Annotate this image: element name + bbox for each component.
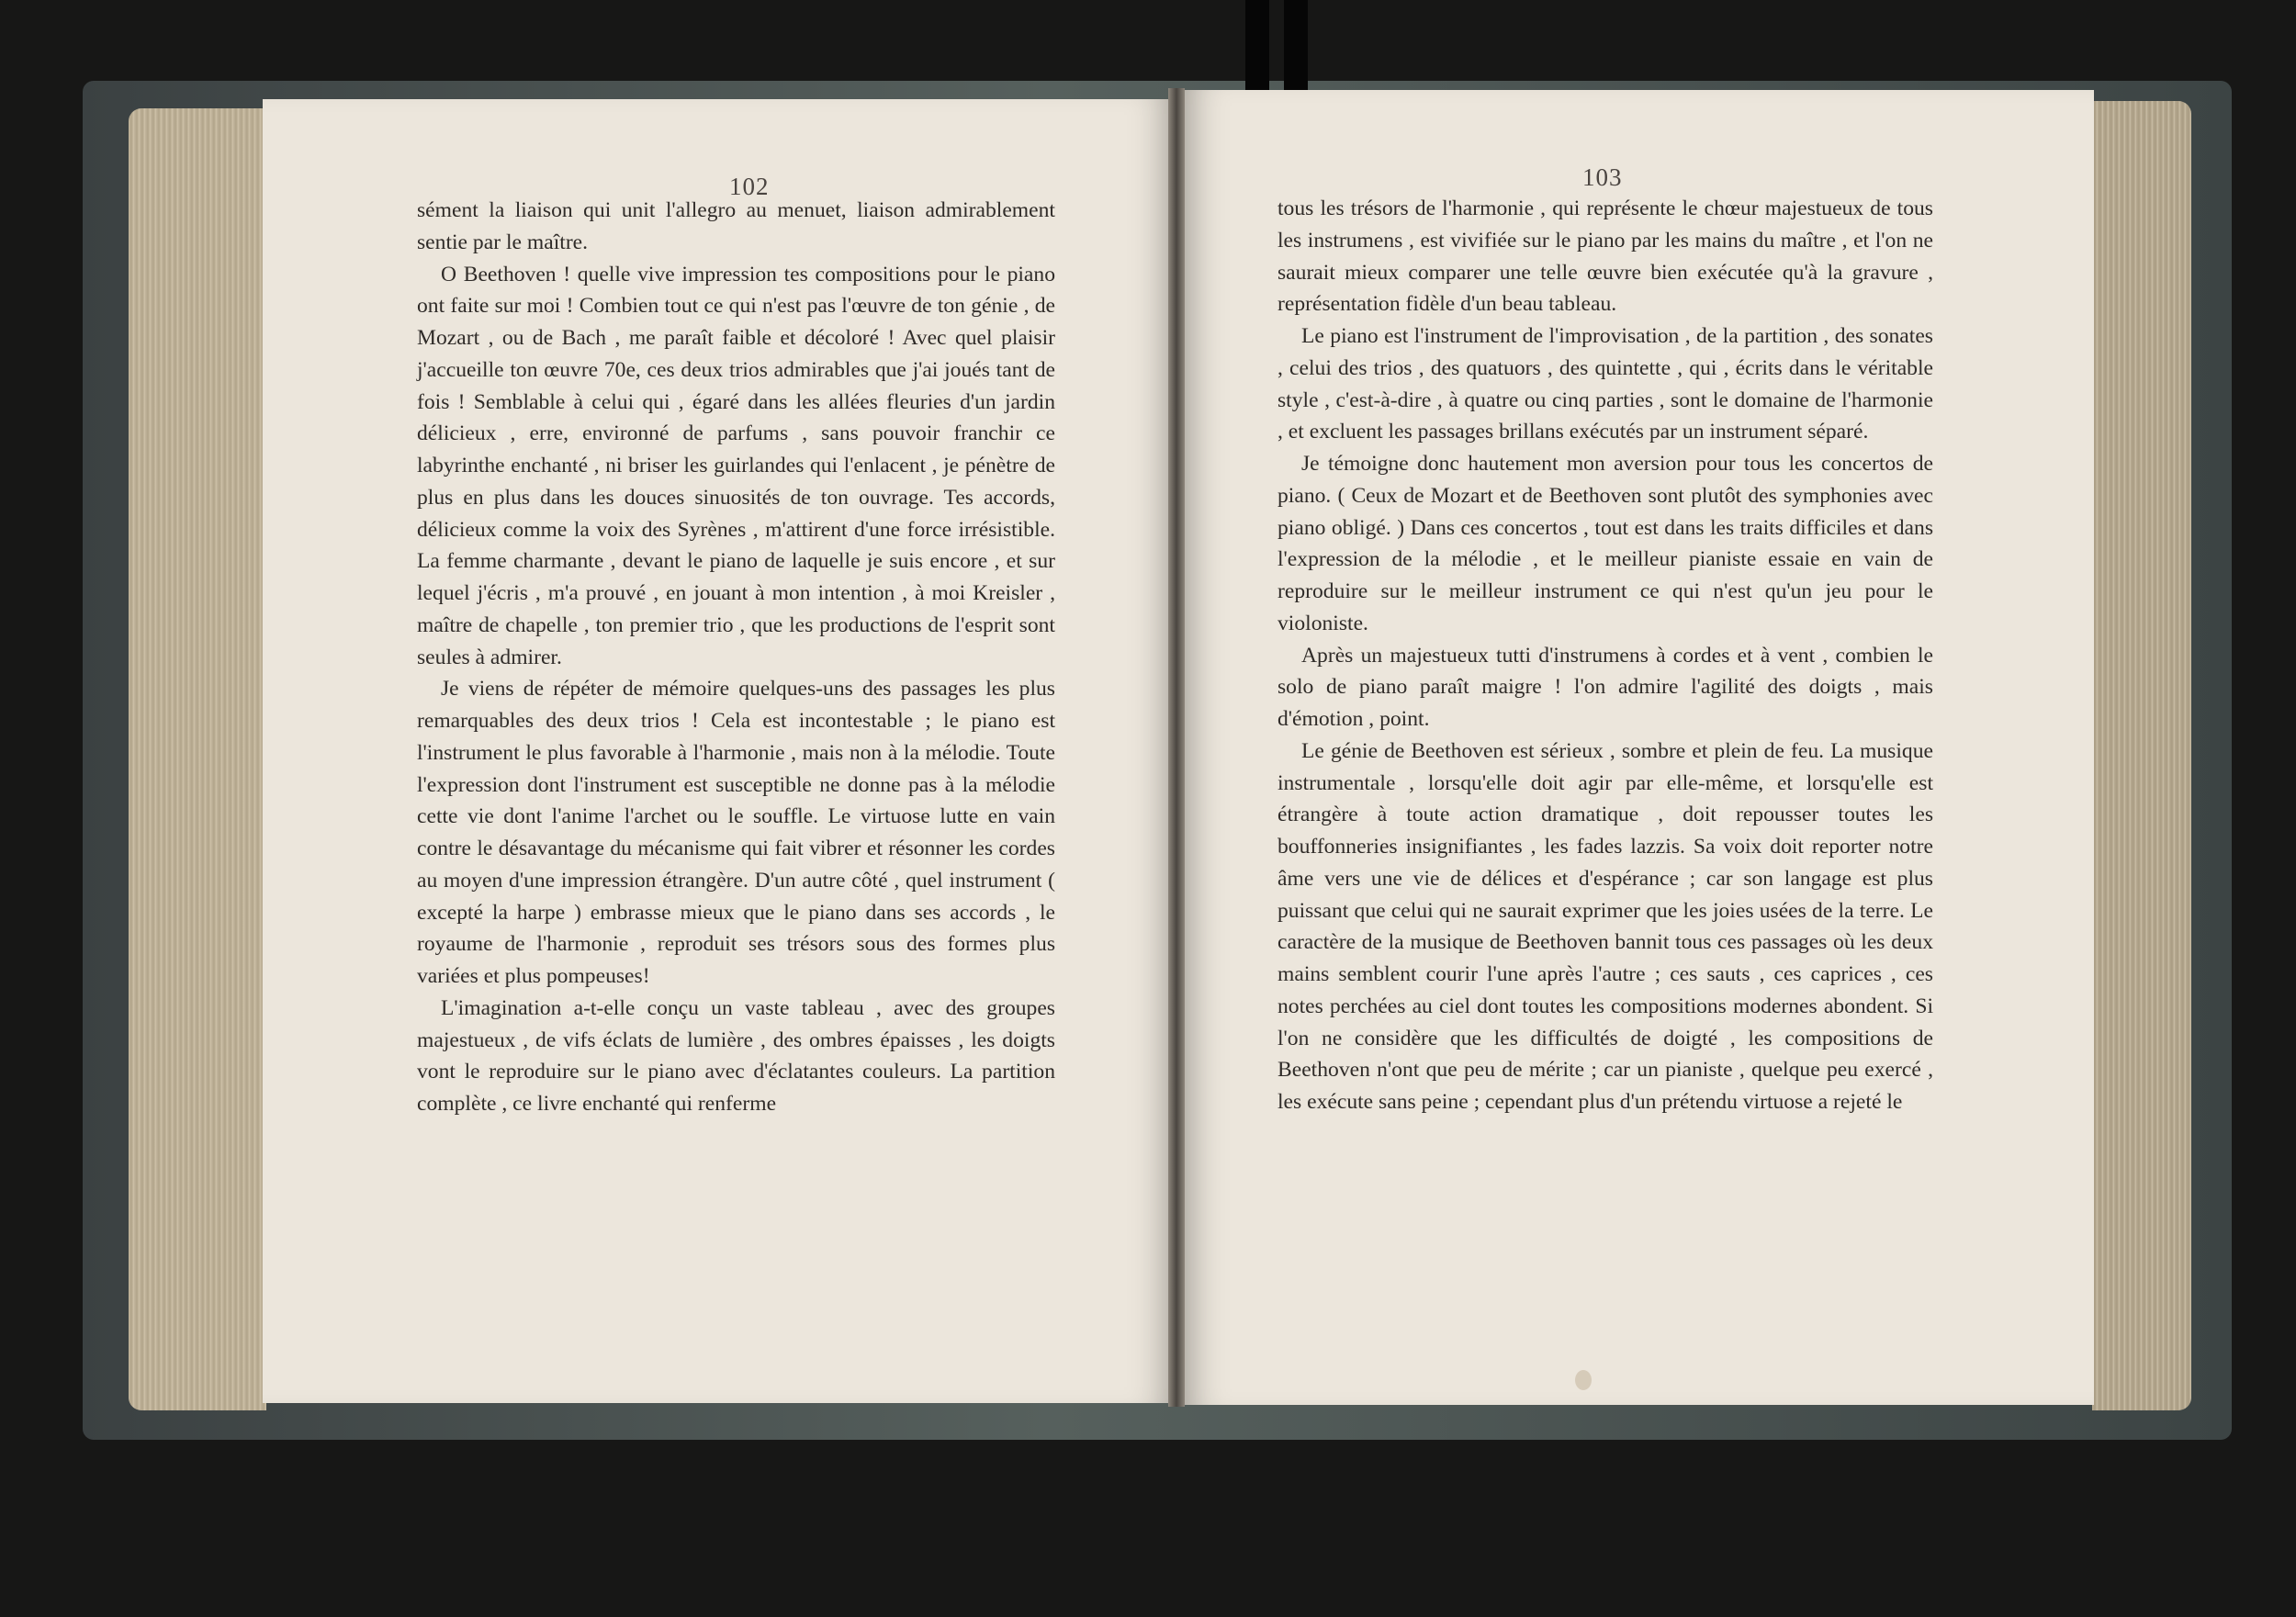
- paragraph: Je viens de répéter de mémoire quelques-uns des passages les plus remarquables des deux trios ! Cela est incontestable ; le piano est l'instrument le plus favorable à l'harmonie , mais non à la mélodie. Toute l'expression dont l'instrument est susceptible ne donne pas à la mélodie cette vie dont l'anime l'archet ou le souffle. Le virtuose lutte en vain contre le désavantage du mécanisme qui fait vibrer et résonner les cordes au moyen d'une impression étrangère. D'un autre côté , quel instrument ( excepté la harpe ) embrasse mieux que le piano dans ses accords , le royaume de l'harmonie , reproduit ses trésors sous des formes plus variées et plus pompeuses!: [417, 677, 1055, 988]
- paragraph: L'imagination a-t-elle conçu un vaste tableau , avec des groupes majestueux , de vifs éclats de lumière , des ombres épaisses , les doigts vont le reproduire sur le piano avec d'éclatantes couleurs. La partition complète , ce livre enchanté qui renferme: [417, 995, 1055, 1116]
- left-page: [263, 99, 1176, 1403]
- page-edges-left: [129, 108, 266, 1410]
- body-text: [417, 195, 1055, 1120]
- book-gutter: [1168, 88, 1185, 1407]
- paper-stain: [1575, 1370, 1592, 1390]
- body-text: [1277, 193, 1933, 1118]
- paragraph: sément la liaison qui unit l'allegro au menuet, liaison admirablement sentie par le maître.: [417, 198, 1055, 254]
- page-number: 102: [729, 173, 770, 200]
- paragraph: Le génie de Beethoven est sérieux , sombre et plein de feu. La musique instrumentale , lorsqu'elle doit agir par elle-même, et lorsqu'elle est étrangère à toute action dramatique , doit repousser toutes les bouffonneries insignifiantes , les fades lazzis. Sa voix doit reporter notre âme vers une vie de délices et d'espérance ; car son langage est plus puissant que celui qui ne saurait exprimer que les joies usées de la terre. Le caractère de la musique de Beethoven bannit tous ces passages où les deux mains semblent courir l'une après l'autre ; ces sauts , ces caprices , ces notes perchées au ciel dont toutes les compositions modernes abondent. Si l'on ne considère que les difficultés de doigté , les compositions de Beethoven n'ont que peu de mérite ; car un pianiste , quelque peu exercé , les exécute sans peine ; cependant plus d'un prétendu virtuose a rejeté le: [1277, 738, 1933, 1114]
- paragraph: Le piano est l'instrument de l'improvisation , de la partition , des sonates , celui des trios , des quatuors , des quintette , qui , écrits dans le véritable style , c'est-à-dire , à quatre ou cinq parties , sont le domaine de l'harmonie , et excluent les passages brillans exécutés par un instrument séparé.: [1277, 324, 1933, 444]
- page-number: 103: [1582, 163, 1623, 191]
- page-edges-right: [2092, 101, 2191, 1410]
- paragraph: Après un majestueux tutti d'instrumens à cordes et à vent , combien le solo de piano paraît maigre ! l'on admire l'agilité des doigts , mais d'émotion , point.: [1277, 643, 1933, 731]
- paragraph: O Beethoven ! quelle vive impression tes compositions pour le piano ont faite sur moi ! Combien tout ce qui n'est pas l'œuvre de ton génie , de Mozart , ou de Bach , me paraît faible et décoloré ! Avec quel plaisir j'accueille ton œuvre 70e, ces deux trios admirables que j'ai joués tant de fois ! Semblable à celui qui , égaré dans les allées fleuries d'un jardin délicieux , erre, environné de parfums , sans pouvoir franchir ce labyrinthe enchanté , ni briser les guirlandes qui l'enlacent , je pénètre de plus en plus dans les douces sinuosités de ton ouvrage. Tes accords, délicieux comme la voix des Syrènes , m'attirent d'une force irrésistible. La femme charmante , devant le piano de laquelle je suis encore , et sur lequel j'écris , m'a prouvé , en jouant à mon intention , à moi Kreisler , maître de chapelle , ton premier trio , que les productions de l'esprit sont seules à admirer.: [417, 262, 1055, 669]
- right-page: [1180, 90, 2094, 1405]
- paragraph: Je témoigne donc hautement mon aversion pour tous les concertos de piano. ( Ceux de Mozart et de Beethoven sont plutôt des symphonies avec piano obligé. ) Dans ces concertos , tout est dans les traits difficiles et dans l'expression de la mélodie , et le meilleur pianiste essaie en vain de reproduire sur le meilleur instrument ce qui n'est qu'un jeu pour le violoniste.: [1277, 452, 1933, 635]
- paragraph: tous les trésors de l'harmonie , qui représente le chœur majestueux de tous les instrumens , est vivifiée sur le piano par les mains du maître , et l'on ne saurait mieux comparer une telle œuvre bien exécutée qu'à la gravure , représentation fidèle d'un beau tableau.: [1277, 197, 1933, 317]
